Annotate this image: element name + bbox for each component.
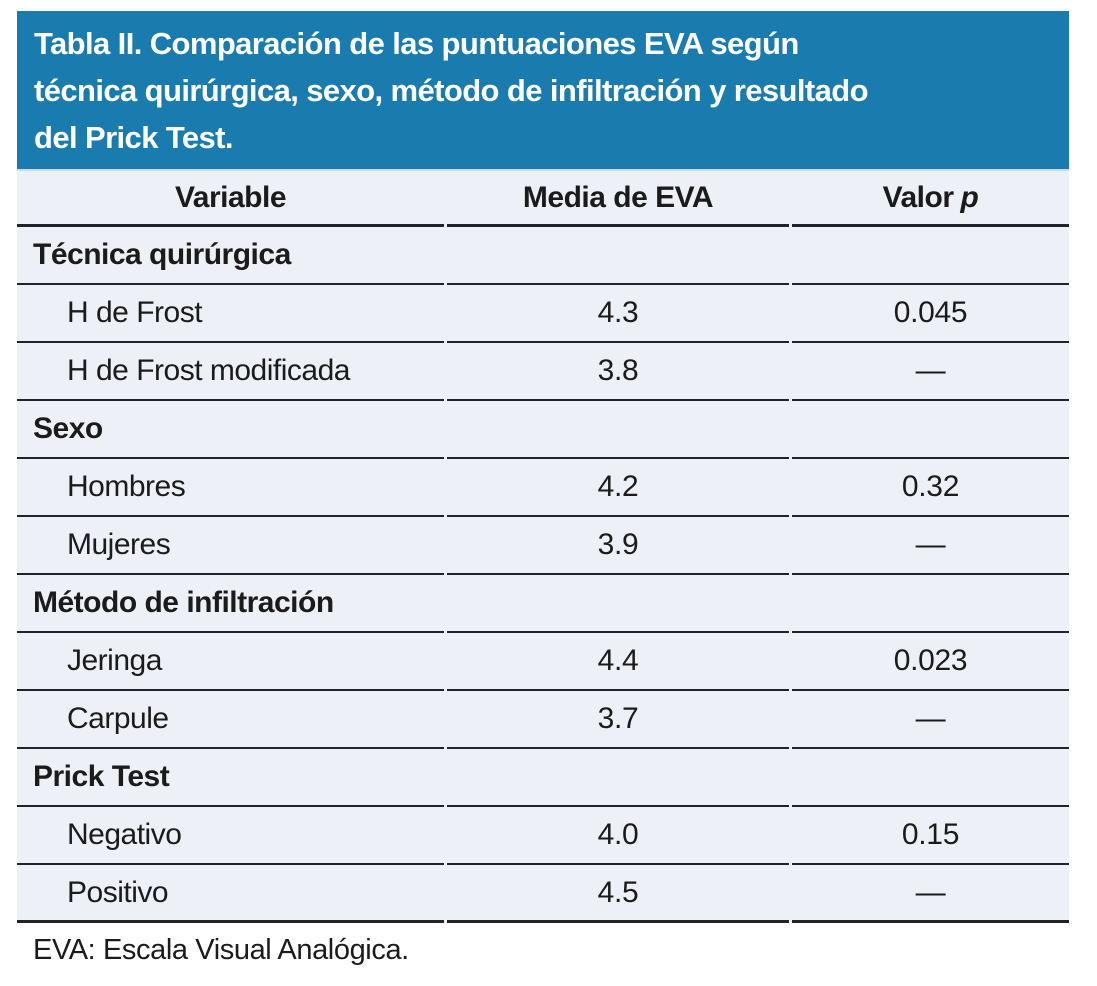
section-label: Prick Test <box>17 749 444 807</box>
row-p-value: — <box>792 865 1069 923</box>
row-media-value: 4.2 <box>447 459 789 517</box>
row-label: Positivo <box>17 865 444 923</box>
column-header-variable: Variable <box>17 171 444 227</box>
section-label: Técnica quirúrgica <box>17 227 444 285</box>
row-media-value: 3.8 <box>447 343 789 401</box>
table-row-h-de-frost-modificada <box>17 343 1069 401</box>
row-media-value: 4.5 <box>447 865 789 923</box>
section-row-sexo <box>17 401 1069 459</box>
row-label: Jeringa <box>17 633 444 691</box>
section-label: Sexo <box>17 401 444 459</box>
row-p-value: — <box>792 691 1069 749</box>
row-p-value: 0.045 <box>792 285 1069 343</box>
row-label: Mujeres <box>17 517 444 575</box>
column-header-p-italic: p <box>960 180 979 214</box>
table-row-carpule <box>17 691 1069 749</box>
row-label: Hombres <box>17 459 444 517</box>
row-media-value: 3.9 <box>447 517 789 575</box>
empty-cell <box>447 227 789 285</box>
section-label: Método de infiltración <box>17 575 444 633</box>
empty-cell <box>792 401 1069 459</box>
table-title-line: del Prick Test. <box>34 120 233 155</box>
row-label: Carpule <box>17 691 444 749</box>
row-p-value: 0.15 <box>792 807 1069 865</box>
row-label: Negativo <box>17 807 444 865</box>
section-row-metodo-de-infiltracion <box>17 575 1069 633</box>
row-label: H de Frost modificada <box>17 343 444 401</box>
table-title-line: técnica quirúrgica, sexo, método de infiltración y resultado <box>34 73 868 108</box>
row-p-value: 0.023 <box>792 633 1069 691</box>
empty-cell <box>447 749 789 807</box>
column-header-valor-p <box>792 171 1069 227</box>
table-title-band <box>17 11 1069 169</box>
empty-cell <box>792 749 1069 807</box>
table-footnote: EVA: Escala Visual Analógica. <box>33 934 409 966</box>
section-row-tecnica-quirurgica <box>17 227 1069 285</box>
table-row-negativo <box>17 807 1069 865</box>
section-row-prick-test <box>17 749 1069 807</box>
column-header-row <box>17 171 1069 227</box>
empty-cell <box>447 575 789 633</box>
table-figure <box>17 11 1069 967</box>
column-header-valor-text: Valor <box>882 180 954 214</box>
table-row-jeringa <box>17 633 1069 691</box>
empty-cell <box>792 575 1069 633</box>
row-p-value: 0.32 <box>792 459 1069 517</box>
table-row-mujeres <box>17 517 1069 575</box>
empty-cell <box>447 401 789 459</box>
row-p-value: — <box>792 517 1069 575</box>
data-table <box>17 171 1069 923</box>
row-label: H de Frost <box>17 285 444 343</box>
column-header-media: Media de EVA <box>447 171 789 227</box>
empty-cell <box>792 227 1069 285</box>
row-media-value: 3.7 <box>447 691 789 749</box>
row-media-value: 4.4 <box>447 633 789 691</box>
table-row-positivo <box>17 865 1069 923</box>
table-row-h-de-frost <box>17 285 1069 343</box>
row-p-value: — <box>792 343 1069 401</box>
row-media-value: 4.3 <box>447 285 789 343</box>
table-row-hombres <box>17 459 1069 517</box>
row-media-value: 4.0 <box>447 807 789 865</box>
table-title-line: Tabla II. Comparación de las puntuaciones EVA según <box>34 26 799 61</box>
